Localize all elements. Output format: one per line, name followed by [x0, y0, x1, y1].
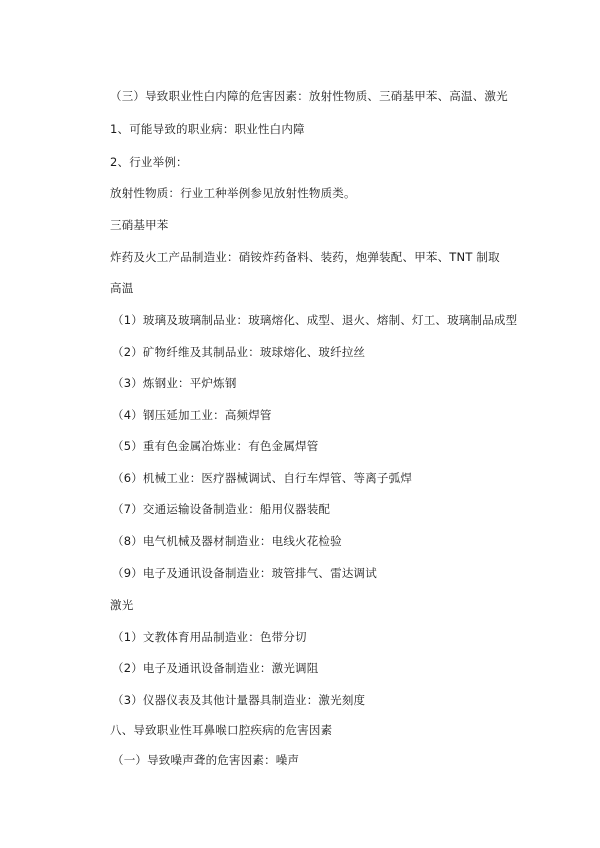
- list-item-high-temp-1: （1）玻璃及玻璃制品业：玻璃熔化、成型、退火、熔制、灯工、玻璃制品成型: [112, 313, 518, 327]
- subheading-high-temperature: 高温: [110, 281, 134, 295]
- list-item-high-temp-3: （3）炼钢业：平炉炼钢: [112, 376, 237, 390]
- industry-examples-label: 2、行业举例：: [110, 155, 188, 169]
- subheading-laser: 激光: [110, 598, 134, 612]
- subsection-noise-deafness: （一）导致噪声聋的危害因素：噪声: [112, 753, 300, 767]
- list-item-laser-1: （1）文教体育用品制造业：色带分切: [112, 630, 307, 644]
- explosives-industry-line: 炸药及火工产品制造业：硝铵炸药备料、装药，炮弹装配、甲苯、TNT 制取: [110, 250, 500, 264]
- radioactive-substance-line: 放射性物质：行业工种举例参见放射性物质类。: [110, 186, 356, 200]
- list-item-high-temp-9: （9）电子及通讯设备制造业：玻管排气、雷达调试: [112, 566, 377, 580]
- list-item-high-temp-6: （6）机械工业：医疗器械调试、自行车焊管、等离子弧焊: [112, 471, 413, 485]
- list-item-high-temp-7: （7）交通运输设备制造业：船用仪器装配: [112, 502, 331, 516]
- list-item-laser-3: （3）仪器仪表及其他计量器具制造业：激光刻度: [112, 693, 366, 707]
- section-heading-cataract: （三）导致职业性白内障的危害因素：放射性物质、三硝基甲苯、高温、激光: [110, 89, 508, 103]
- list-item-laser-2: （2）电子及通讯设备制造业：激光调阻: [112, 661, 319, 675]
- section-heading-ent-diseases: 八、导致职业性耳鼻喉口腔疾病的危害因素: [110, 723, 333, 737]
- list-item-high-temp-2: （2）矿物纤维及其制品业：玻球熔化、玻纤拉丝: [112, 345, 366, 359]
- subheading-tnt: 三硝基甲苯: [110, 218, 169, 232]
- list-item-high-temp-4: （4）钢压延加工业：高频焊管: [112, 408, 272, 422]
- occupational-disease-line: 1、可能导致的职业病：职业性白内障: [110, 122, 305, 136]
- list-item-high-temp-8: （8）电气机械及器材制造业：电线火花检验: [112, 534, 342, 548]
- list-item-high-temp-5: （5）重有色金属冶炼业：有色金属焊管: [112, 439, 319, 453]
